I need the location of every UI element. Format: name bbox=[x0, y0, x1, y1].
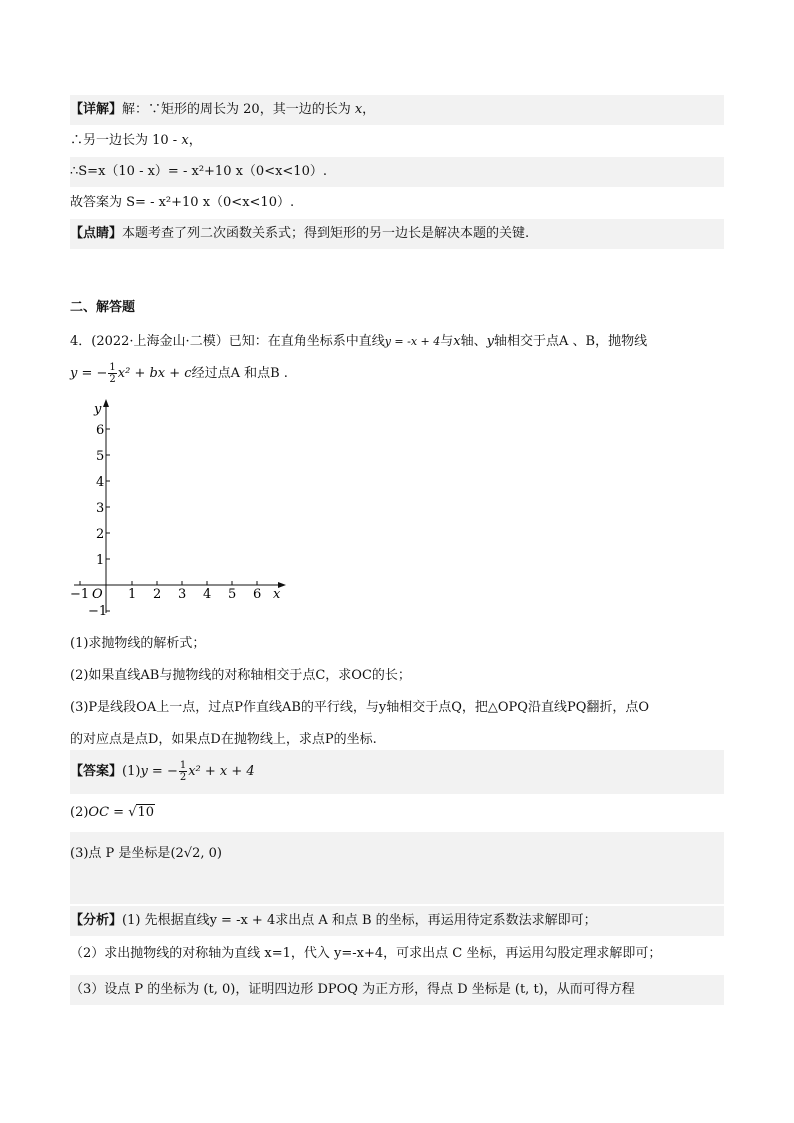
x-tick-label-6: 6 bbox=[253, 587, 262, 602]
comment-tag: 【点睛】 bbox=[70, 226, 123, 241]
origin-label: O bbox=[92, 587, 103, 602]
fraction-denominator: 2 bbox=[109, 374, 116, 385]
comment-text: 本题考查了列二次函数关系式；得到矩形的另一边长是解决本题的关键. bbox=[122, 226, 530, 241]
question-part-3-continued: 的对应点是点D，如果点D在抛物线上，求点P的坐标. bbox=[70, 732, 377, 747]
analysis-tag: 【分析】 bbox=[70, 913, 123, 928]
y-axis-arrow bbox=[103, 399, 109, 407]
y-axis-label: y bbox=[94, 402, 102, 417]
y-tick-label-neg1: −1 bbox=[88, 604, 108, 619]
analysis-text-3: （3）设点 P 的坐标为 (t, 0)，证明四边形 DPOQ 为正方形，得点 D 坐标是 (t, t)，从而可得方程 bbox=[70, 982, 635, 997]
y-tick-label-4: 4 bbox=[96, 475, 105, 490]
parabola-lhs: y = − bbox=[70, 366, 108, 381]
answer-1-fraction bbox=[179, 760, 187, 783]
x-tick-label-5: 5 bbox=[228, 587, 237, 602]
analysis-text-2: （2）求出抛物线的对称轴为直线 x=1，代入 y=-x+4，可求出点 C 坐标，再运用勾股定理求解即可； bbox=[70, 946, 662, 961]
explain-text-1b: ， bbox=[362, 102, 376, 117]
half-fraction bbox=[108, 362, 116, 385]
section-title: 二、解答题 bbox=[70, 300, 136, 315]
answer-2-root: 10 bbox=[137, 805, 155, 820]
question-y-axis: y bbox=[486, 334, 494, 349]
explain-line-1 bbox=[70, 95, 724, 125]
answer-fraction-denominator: 2 bbox=[179, 772, 187, 783]
coordinate-axes-figure bbox=[60, 395, 300, 625]
explain-text-2b: ， bbox=[188, 133, 202, 148]
explain-line-4 bbox=[70, 188, 724, 218]
question-x-axis: x bbox=[453, 334, 461, 349]
answer-1-prefix: (1) bbox=[122, 764, 141, 779]
question-text-1a: 4．(2022·上海金山·二模）已知：在直角坐标系中直线 bbox=[70, 334, 385, 349]
question-line-equation: y = -x + 4 bbox=[384, 335, 441, 348]
analysis-line-3 bbox=[70, 975, 724, 1005]
question-text-2b: 经过点A 和点B . bbox=[191, 366, 288, 381]
answer-spacer bbox=[70, 876, 724, 904]
explain-text-2a: ∴另一边长为 10 - bbox=[70, 133, 182, 148]
x-tick-label-1: 1 bbox=[128, 587, 137, 602]
y-tick-label-5: 5 bbox=[96, 449, 105, 464]
answer-1-lhs: y = − bbox=[140, 764, 178, 779]
parabola-rhs: x² + bx + c bbox=[117, 366, 192, 381]
question-part-1: (1)求抛物线的解析式； bbox=[70, 636, 206, 651]
question-part-2: (2)如果直线AB与抛物线的对称轴相交于点C，求OC的长； bbox=[70, 668, 411, 683]
question-line-2 bbox=[70, 362, 730, 385]
explain-line-3 bbox=[70, 157, 724, 187]
analysis-line-1 bbox=[70, 906, 724, 936]
explain-line-2 bbox=[70, 126, 724, 156]
answer-line-1 bbox=[70, 750, 724, 794]
answer-3-value: (2√2, 0) bbox=[170, 846, 222, 861]
question-text-1c: 轴、 bbox=[460, 334, 487, 349]
y-tick-label-2: 2 bbox=[96, 527, 105, 542]
question-text-1d: 轴相交于点A 、B，抛物线 bbox=[494, 334, 648, 349]
explain-text-3: ∴S=x（10 - x）= - x²+10 x（0<x<10）. bbox=[70, 164, 327, 179]
answer-3-prefix: (3)点 P 是坐标是 bbox=[70, 846, 171, 861]
question-line-1 bbox=[70, 330, 730, 349]
explain-text-4: 故答案为 S= - x²+10 x（0<x<10）. bbox=[70, 195, 295, 210]
analysis-line-2 bbox=[70, 939, 724, 969]
answer-line-3 bbox=[70, 832, 724, 876]
comment-line bbox=[70, 219, 724, 249]
y-tick-label-3: 3 bbox=[96, 501, 105, 516]
question-part-3: (3)P是线段OA上一点，过点P作直线AB的平行线，与y轴相交于点Q，把△OPQ沿直线PQ翻折，点O bbox=[70, 700, 650, 715]
answer-2-prefix: (2) bbox=[70, 805, 89, 820]
y-tick-label-1: 1 bbox=[96, 553, 105, 568]
explain-var-x-2: x bbox=[181, 133, 189, 148]
answer-2-lhs: OC = bbox=[88, 805, 129, 820]
answer-line-2: (2)OC = √10 bbox=[70, 805, 155, 820]
x-tick-label-4: 4 bbox=[203, 587, 212, 602]
fraction-numerator: 1 bbox=[109, 362, 116, 373]
explain-var-x: x bbox=[354, 102, 363, 117]
x-tick-label-3: 3 bbox=[178, 587, 187, 602]
answer-fraction-numerator: 1 bbox=[179, 760, 187, 771]
x-tick-label-2: 2 bbox=[153, 587, 162, 602]
question-text-1b: 与 bbox=[440, 334, 454, 349]
answer-tag: 【答案】 bbox=[70, 764, 123, 779]
analysis-text-1: (1) 先根据直线y = -x + 4求出点 A 和点 B 的坐标，再运用待定系数法求解即可； bbox=[122, 913, 597, 928]
y-tick-label-6: 6 bbox=[96, 423, 105, 438]
explain-text-1a: 解：∵矩形的周长为 20，其一边的长为 bbox=[122, 102, 355, 117]
x-tick-label-neg1: −1 bbox=[70, 587, 90, 602]
explain-tag: 【详解】 bbox=[70, 102, 123, 117]
answer-1-rhs: x² + x + 4 bbox=[188, 764, 255, 779]
x-axis-label: x bbox=[273, 587, 281, 602]
